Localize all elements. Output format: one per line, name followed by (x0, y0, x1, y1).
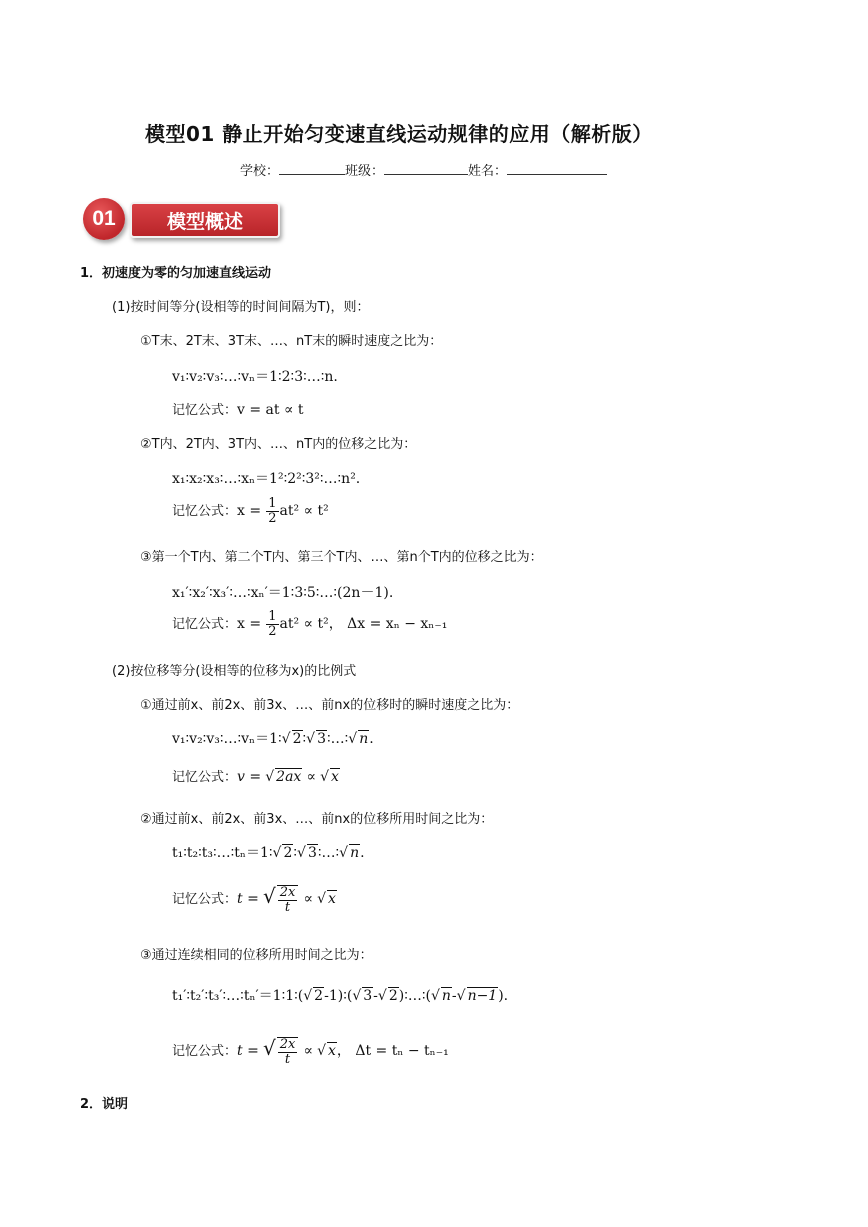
item4-text: ①通过前x、前2x、前3x、…、前nx的位移时的瞬时速度之比为： (140, 698, 520, 713)
section2-heading: 2．说明 (80, 1097, 129, 1112)
item3-memory (172, 610, 447, 639)
item1-memory-formula: v = at ∝ t (237, 402, 304, 418)
class-blank[interactable] (384, 161, 468, 175)
memory-label: 记忆公式： (172, 892, 238, 907)
page-title: 模型01 静止开始匀变速直线运动规律的应用（解析版） (145, 122, 653, 146)
memory-label: 记忆公式： (172, 1044, 238, 1059)
section-badge-label: 模型概述 (130, 202, 280, 238)
fraction-2x-over-t: $\frac{2x}{t}$ (277, 1037, 299, 1067)
item2-memory-rhs: at² ∝ t² (279, 503, 329, 519)
item1-formula: v₁∶v₂∶v₃∶…∶vₙ＝1∶2∶3∶…∶n. (172, 369, 338, 385)
item2-formula: x₁∶x₂∶x₃∶…∶xₙ＝1²∶2²∶3²∶…∶n². (172, 471, 361, 487)
item6-text: ③通过连续相同的位移所用时间之比为： (140, 948, 373, 963)
item3-text: ③第一个T内、第二个T内、第三个T内、…、第n个T内的位移之比为： (140, 550, 543, 565)
part2-heading: (2)按位移等分(设相等的位移为x)的比例式 (112, 664, 357, 679)
item6-formula: t₁′∶t₂′∶t₃′∶…∶tₙ′＝1∶1∶(√ 2-1)∶(√ 3-√ 2)∶…∶(√ n-√ n−1). (172, 988, 509, 1004)
item1-memory (172, 399, 304, 418)
section-badge-number: 01 (83, 198, 125, 240)
fraction-2x-over-t: $\frac{2x}{t}$ (277, 885, 299, 915)
memory-label: 记忆公式： (172, 770, 238, 785)
memory-label: 记忆公式： (172, 617, 238, 632)
part1-heading: (1)按时间等分(设相等的时间间隔为T)，则： (112, 300, 370, 315)
name-blank[interactable] (507, 161, 607, 175)
section1-heading: 1．初速度为零的匀加速直线运动 (80, 266, 272, 281)
item2-memory-lhs: x = (237, 503, 262, 519)
item3-formula: x₁′∶x₂′∶x₃′∶…∶xₙ′＝1∶3∶5∶…∶(2n－1). (172, 585, 394, 601)
fraction-half: $\frac{1}{2}$ (268, 496, 277, 526)
item2-memory (172, 497, 329, 526)
item5-text: ②通过前x、前2x、前3x、…、前nx的位移所用时间之比为： (140, 812, 494, 827)
item5-memory: 记忆公式：t = √ $\frac{2x}{t}$ ∝ √ x (172, 884, 336, 915)
item2-text: ②T内、2T内、3T内、…、nT内的位移之比为： (140, 437, 417, 452)
item4-formula: v₁∶v₂∶v₃∶…∶vₙ＝1∶√ 2∶√ 3∶…∶√ n. (172, 731, 374, 747)
school-label: 学校： (240, 164, 280, 179)
memory-label: 记忆公式： (172, 504, 238, 519)
memory-label: 记忆公式： (172, 403, 238, 418)
school-blank[interactable] (279, 161, 345, 175)
item1-text: ①T末、2T末、3T末、…、nT末的瞬时速度之比为： (140, 334, 443, 349)
item3-memory-lhs: x = (237, 616, 262, 632)
item6-memory: 记忆公式：t = √ $\frac{2x}{t}$ ∝ √ x， Δt = tₙ − tₙ₋₁ (172, 1036, 449, 1067)
student-info-line (240, 160, 607, 179)
name-label: 姓名： (468, 164, 508, 179)
item3-memory-rhs: at² ∝ t²， Δx = xₙ − xₙ₋₁ (279, 616, 448, 632)
fraction-half: $\frac{1}{2}$ (268, 609, 277, 639)
item4-memory: 记忆公式：v = √ 2ax ∝ √ x (172, 769, 339, 785)
class-label: 班级： (345, 164, 385, 179)
item5-formula: t₁∶t₂∶t₃∶…∶tₙ＝1∶√ 2∶√ 3∶…∶√ n. (172, 845, 365, 861)
